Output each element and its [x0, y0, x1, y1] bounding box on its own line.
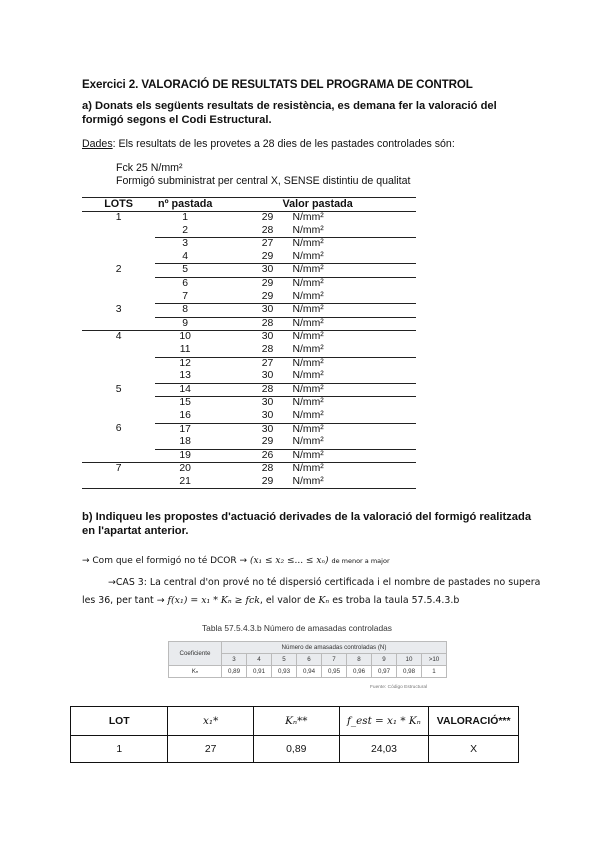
kn-value-cell: 0,98: [397, 666, 422, 678]
valor-cell: 28 N/mm²: [261, 224, 324, 236]
kn-value-cell: 0,94: [297, 666, 322, 678]
exercise-title: Exercici 2. VALORACIÓ DE RESULTATS DEL PROGRAMA DE CONTROL: [82, 78, 473, 91]
order-note: de menor a major: [331, 557, 390, 565]
estimation-formula: f(x₁) = x₁ * Kₙ ≥ fck: [167, 595, 260, 606]
valor-cell: 30 N/mm²: [243, 397, 416, 410]
kn-group-header: Número de amasadas controladas (N): [222, 642, 447, 654]
valor-cell: 28 N/mm²: [261, 343, 324, 355]
pastada-cell: 5: [155, 264, 242, 278]
pastada-cell: 21: [155, 476, 242, 489]
kn-table-caption: Tabla 57.5.4.3.b Número de amasadas controladas: [202, 623, 392, 633]
valor-cell: 29 N/mm²: [261, 212, 324, 223]
lot-cell: [82, 317, 155, 331]
pastada-cell: 6: [155, 277, 242, 290]
lot-cell: 3: [115, 304, 122, 316]
question-b: b) Indiqueu les propostes d'actuació derivades de la valoració del formigó realitzada en l'apartat anterior.: [82, 511, 532, 537]
order-formula: (x₁ ≤ x₂ ≤... ≤ xₙ): [249, 556, 329, 566]
lot-cell: 4: [82, 331, 155, 344]
header-valor: Valor pastada: [243, 198, 416, 212]
table-row: [82, 277, 416, 290]
lot-header: LOT: [71, 707, 168, 736]
pastada-cell: 13: [179, 370, 191, 382]
lot-cell: 24,03: [339, 736, 429, 763]
table-row: [82, 476, 416, 489]
valor-cell: 29 N/mm²: [261, 290, 324, 302]
lot-body: [71, 736, 519, 763]
lot-cell: 7: [82, 463, 155, 476]
valoracio-header: VALORACIÓ***: [429, 707, 519, 736]
valor-cell: 30 N/mm²: [261, 370, 324, 382]
valor-cell: 29 N/mm²: [243, 476, 416, 489]
kn-n-cell: 3: [222, 654, 247, 666]
valor-cell: 27 N/mm²: [243, 238, 416, 251]
table-row: [82, 225, 416, 238]
lot-table: [70, 706, 519, 763]
lot-cell: [82, 370, 155, 383]
valor-cell: 29 N/mm²: [261, 250, 324, 262]
kn-header: Kₙ**: [253, 707, 339, 736]
valor-cell: 29 N/mm²: [243, 277, 416, 290]
kn-table: [168, 641, 447, 678]
formula-prefix: les 36, per tant →: [82, 595, 165, 606]
table-row: [82, 410, 416, 423]
kn-n-cell: 6: [297, 654, 322, 666]
lot-cell: [82, 436, 155, 449]
lot-cell: [82, 251, 155, 264]
kn-label: Kₙ: [169, 666, 222, 678]
lot-cell: [82, 397, 155, 410]
table-row: [82, 251, 416, 264]
lot-header-row: [71, 707, 519, 736]
lot-cell: [82, 410, 155, 423]
kn-n-cell: 7: [322, 654, 347, 666]
dades-line: [82, 138, 455, 150]
valor-cell: 27 N/mm²: [243, 357, 416, 370]
pastada-cell: 3: [155, 238, 242, 251]
lot-cell: [82, 291, 155, 304]
lot-cell: 1: [71, 736, 168, 763]
valor-cell: 28 N/mm²: [243, 463, 416, 476]
lot-cell: 6: [115, 423, 122, 435]
kn-value-cell: 0,91: [247, 666, 272, 678]
valor-cell: 30 N/mm²: [243, 331, 416, 344]
formula-suffix: es troba la taula 57.5.4.3.b: [332, 595, 460, 606]
pastada-cell: 20: [155, 463, 242, 476]
kn-n-cell: 8: [347, 654, 372, 666]
results-header-row: [82, 198, 416, 212]
table-row: [82, 317, 416, 331]
pastada-cell: 12: [155, 357, 242, 370]
table-row: [82, 344, 416, 357]
valor-cell: 30 N/mm²: [261, 409, 324, 421]
kn-symbol: Kₙ: [318, 595, 330, 606]
pastada-cell: 10: [155, 331, 242, 344]
lot-cell: X: [429, 736, 519, 763]
lot-cell: 2: [115, 264, 122, 276]
results-body: [82, 212, 416, 489]
valor-cell: 29 N/mm²: [261, 436, 324, 448]
lot-cell: [82, 225, 155, 238]
lot-row: [71, 736, 519, 763]
lot-cell: [82, 277, 155, 290]
kn-n-cell: 10: [397, 654, 422, 666]
pastada-cell: 2: [182, 224, 189, 236]
kn-n-cell: >10: [422, 654, 447, 666]
kn-source: Fuente: Código Estructural: [370, 685, 428, 690]
pastada-cell: 19: [155, 449, 242, 463]
lot-cell: 5: [115, 383, 122, 395]
lot-cell: 0,89: [253, 736, 339, 763]
pastada-cell: 7: [182, 290, 189, 302]
lot-cell: [82, 449, 155, 463]
table-row: [82, 238, 416, 251]
spec-fck: Fck 25 N/mm²: [116, 162, 183, 174]
lot-cell: [82, 476, 155, 489]
lot-cell: 27: [168, 736, 254, 763]
table-row: [82, 423, 416, 436]
pastada-cell: 15: [155, 397, 242, 410]
valor-cell: 30 N/mm²: [243, 304, 416, 318]
spec-supplier: Formigó subministrat per central X, SENSE distintiu de qualitat: [116, 175, 411, 187]
cas3-line: →CAS 3: La central d'on prové no té dispersió certificada i el nombre de pastades no supera: [108, 577, 541, 588]
pastada-cell: 1: [182, 212, 189, 223]
table-row: [82, 357, 416, 370]
valor-cell: 30 N/mm²: [243, 423, 416, 436]
lot-cell: 1: [115, 212, 122, 223]
table-row: [82, 331, 416, 344]
formula-mid: , el valor de: [259, 595, 316, 606]
table-row: [82, 264, 416, 278]
kn-value-cell: 0,93: [272, 666, 297, 678]
table-row: [82, 383, 416, 397]
valor-cell: 28 N/mm²: [243, 317, 416, 331]
pastada-cell: 4: [182, 250, 189, 262]
pastada-cell: 8: [155, 304, 242, 318]
x1-header: x₁*: [168, 707, 254, 736]
pastada-cell: 17: [155, 423, 242, 436]
dades-label: Dades: [82, 138, 113, 150]
kn-value-row: [169, 666, 447, 678]
pastada-cell: 18: [179, 436, 191, 448]
kn-value-cell: 0,96: [347, 666, 372, 678]
kn-n-cell: 4: [247, 654, 272, 666]
table-row: [82, 436, 416, 449]
lot-cell: [82, 357, 155, 370]
valor-cell: 26 N/mm²: [243, 449, 416, 463]
kn-value-cell: 1: [422, 666, 447, 678]
dcor-line: [82, 556, 390, 566]
fest-header: f_est = x₁ * Kₙ: [339, 707, 429, 736]
header-lots: LOTS: [82, 198, 155, 212]
table-row: [82, 397, 416, 410]
kn-n-cell: 5: [272, 654, 297, 666]
dcor-text: → Com que el formigó no té DCOR →: [82, 556, 248, 566]
header-pastada: nº pastada: [155, 198, 242, 212]
kn-value-cell: 0,95: [322, 666, 347, 678]
table-row: [82, 291, 416, 304]
table-row: [82, 212, 416, 225]
kn-n-cell: 9: [372, 654, 397, 666]
lot-cell: [82, 238, 155, 251]
valor-cell: 30 N/mm²: [243, 264, 416, 278]
pastada-cell: 9: [155, 317, 242, 331]
table-row: [82, 370, 416, 383]
dades-text: : Els resultats de les provetes a 28 dies de les pastades controlades són:: [112, 138, 455, 150]
kn-value-cell: 0,97: [372, 666, 397, 678]
valor-cell: 28 N/mm²: [243, 383, 416, 397]
kn-value-cell: 0,89: [222, 666, 247, 678]
pastada-cell: 16: [179, 409, 191, 421]
table-row: [82, 463, 416, 476]
question-a: a) Donats els següents resultats de resistència, es demana fer la valoració del formigó segons el Codi Estructural.: [82, 100, 497, 126]
kn-row-label: Coeficiente: [169, 642, 222, 666]
formula-line: [82, 595, 459, 606]
table-row: [82, 449, 416, 463]
results-table: [82, 197, 416, 489]
pastada-cell: 11: [179, 343, 191, 355]
lot-cell: [82, 344, 155, 357]
table-row: [82, 304, 416, 318]
pastada-cell: 14: [155, 383, 242, 397]
